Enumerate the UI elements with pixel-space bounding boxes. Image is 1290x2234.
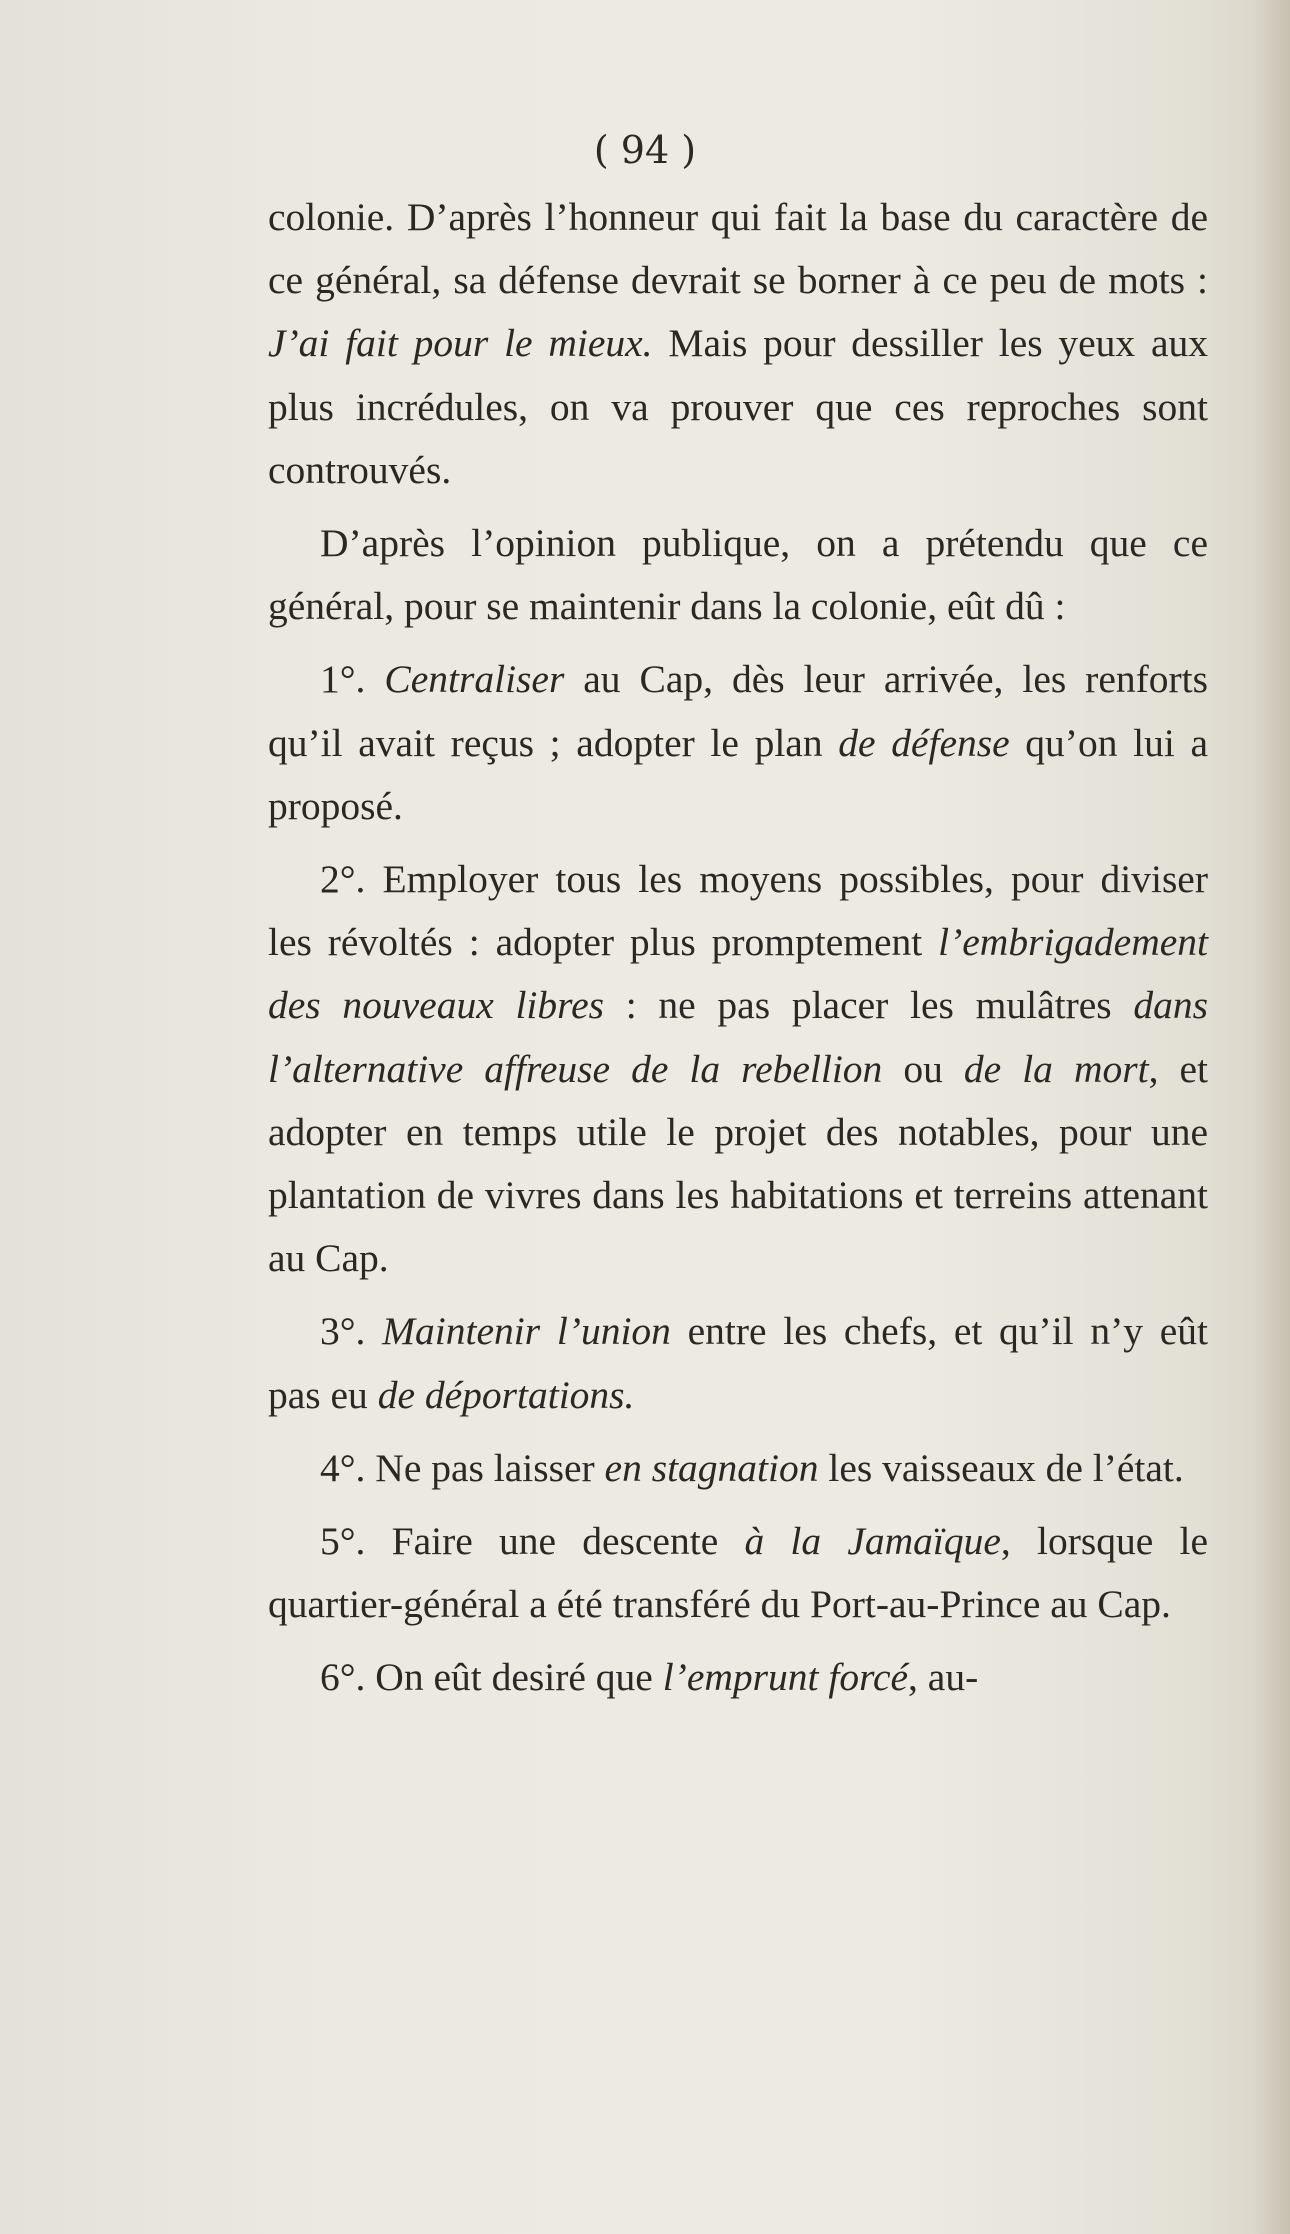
text-run: qu’on lui a proposé. (268, 720, 1208, 828)
italic-text: de défense (838, 720, 1010, 765)
text-run: Mais pour dessiller les yeux aux plus incrédules, on va prouver que ces reproches sont controuvés. (268, 321, 1208, 492)
text-run: 6°. On eût desiré que (320, 1655, 663, 1700)
italic-text: l’emprunt forcé (662, 1655, 909, 1700)
text-run: 4°. Ne pas laisser (320, 1445, 605, 1490)
italic-text: à la Jamaïque (744, 1519, 1001, 1564)
italic-text: de la mort (963, 1046, 1149, 1091)
paragraph (268, 1510, 1208, 1636)
text-run: 2°. Employer tous les moyens possibles, pour diviser les révoltés : adopter plus promptement (268, 857, 1208, 965)
italic-text: en stagnation (604, 1445, 819, 1490)
paragraph (268, 1646, 1208, 1709)
text-run: , lorsque le quartier-général a été transféré du Port-au-Prince au Cap. (268, 1519, 1208, 1627)
text-run: 1°. (320, 657, 385, 702)
text-run: : ne pas placer les mulâtres (603, 983, 1134, 1028)
paragraph (268, 1300, 1208, 1426)
text-run: 5°. Faire une descente (320, 1519, 745, 1564)
italic-text: J’ai fait pour le mieux. (268, 321, 653, 366)
text-run: D’après l’opinion publique, on a prétendu que ce général, pour se maintenir dans la colonie, eût dû : (268, 521, 1208, 629)
text-run: ou (882, 1046, 964, 1091)
paragraph (268, 648, 1208, 838)
text-run: au Cap, dès leur arrivée, les renforts qu’il avait reçus ; adopter le plan (268, 657, 1209, 765)
page-edge-shadow (1250, 0, 1290, 2234)
paragraph (268, 848, 1208, 1290)
text-run: 3°. (320, 1309, 383, 1354)
paragraph (268, 1437, 1208, 1500)
italic-text: de déportations. (377, 1372, 635, 1417)
text-run: entre les chefs, et qu’il n’y eût pas eu (268, 1309, 1208, 1417)
paragraph (268, 512, 1208, 638)
italic-text: Centraliser (384, 657, 565, 702)
text-run: , au- (908, 1655, 979, 1700)
page-number: ( 94 ) (593, 128, 697, 172)
italic-text: l’embrigadement des nouveaux libres (268, 920, 1208, 1028)
italic-text: dans l’alternative affreuse de la rebellion (268, 983, 1209, 1091)
italic-text: Maintenir l’union (382, 1309, 671, 1354)
text-run: , et adopter en temps utile le projet des notables, pour une plantation de vivres dans les habitations et terreins attenant au Cap. (268, 1046, 1208, 1281)
text-run: les vaisseaux de l’état. (818, 1445, 1184, 1490)
body-text (268, 186, 1208, 1710)
paragraph (268, 186, 1208, 502)
text-run: colonie. D’après l’honneur qui fait la base du caractère de ce général, sa défense devrait se borner à ce peu de mots : (268, 195, 1208, 303)
